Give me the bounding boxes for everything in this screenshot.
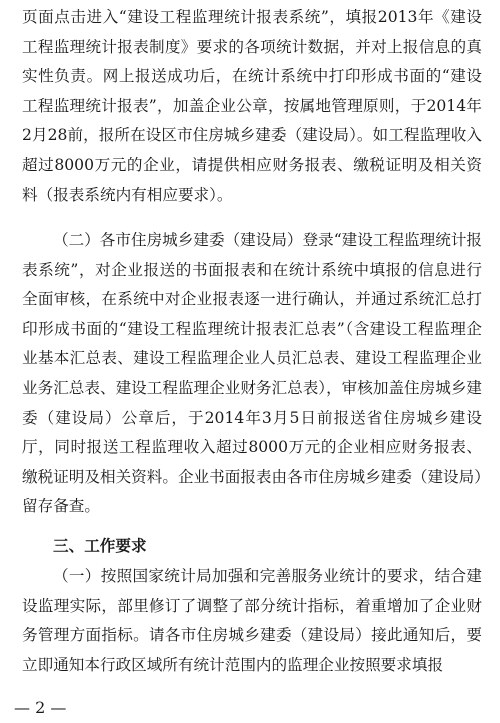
section-heading: 三、工作要求 xyxy=(53,537,147,555)
paragraph-city-review: （二）各市住房城乡建委（建设局）登录“建设工程监理统计报表系统”，对企业报送的书面报表和在统计系统中填报的信息进行全面审核，在系统中对企业报表逐一进行确认，并通过系统汇总打印形成书面的“建设工程监理统计报表汇总表”（含建设工程监理企业基本汇总表、建设工程监理企业人员汇总表、建设工程监理企业业务汇总表、建设工程监理企业财务汇总表），审核加盖住房城乡建委（建设局）公章后，于2014年3月5日前报送省住房城乡建设厅，同时报送工程监理收入超过8000万元的企业相应财务报表、缴税证明及相关资料。企业书面报表由各市住房城乡建委（建设局）留存备查。 xyxy=(22,231,483,516)
page-number: — 2 — xyxy=(14,698,67,717)
paragraph-work-requirements: （一）按照国家统计局加强和完善服务业统计的要求，结合建设监理实际，部里修订了调整了部分统计指标，着重增加了企业财务管理方面指标。请各市住房城乡建委（建设局）接此通知后，要立即通知本行政区域所有统计范围内的监理企业按照要求填报 xyxy=(22,567,482,674)
paragraph-reporting-procedure: 页面点击进入“建设工程监理统计报表系统”，填报2013年《建设工程监理统计报表制度》要求的各项统计数据，并对上报信息的真实性负责。网上报送成功后，在统计系统中打印形成书面的“建设工程监理统计报表”，加盖企业公章，按属地管理原则，于2014年2月28前，报所在设区市住房城乡建委（建设局）。如工程监理收入超过8000万元的企业，请提供相应财务报表、缴税证明及相关资料（报表系统内有相应要求）。 xyxy=(22,8,482,204)
